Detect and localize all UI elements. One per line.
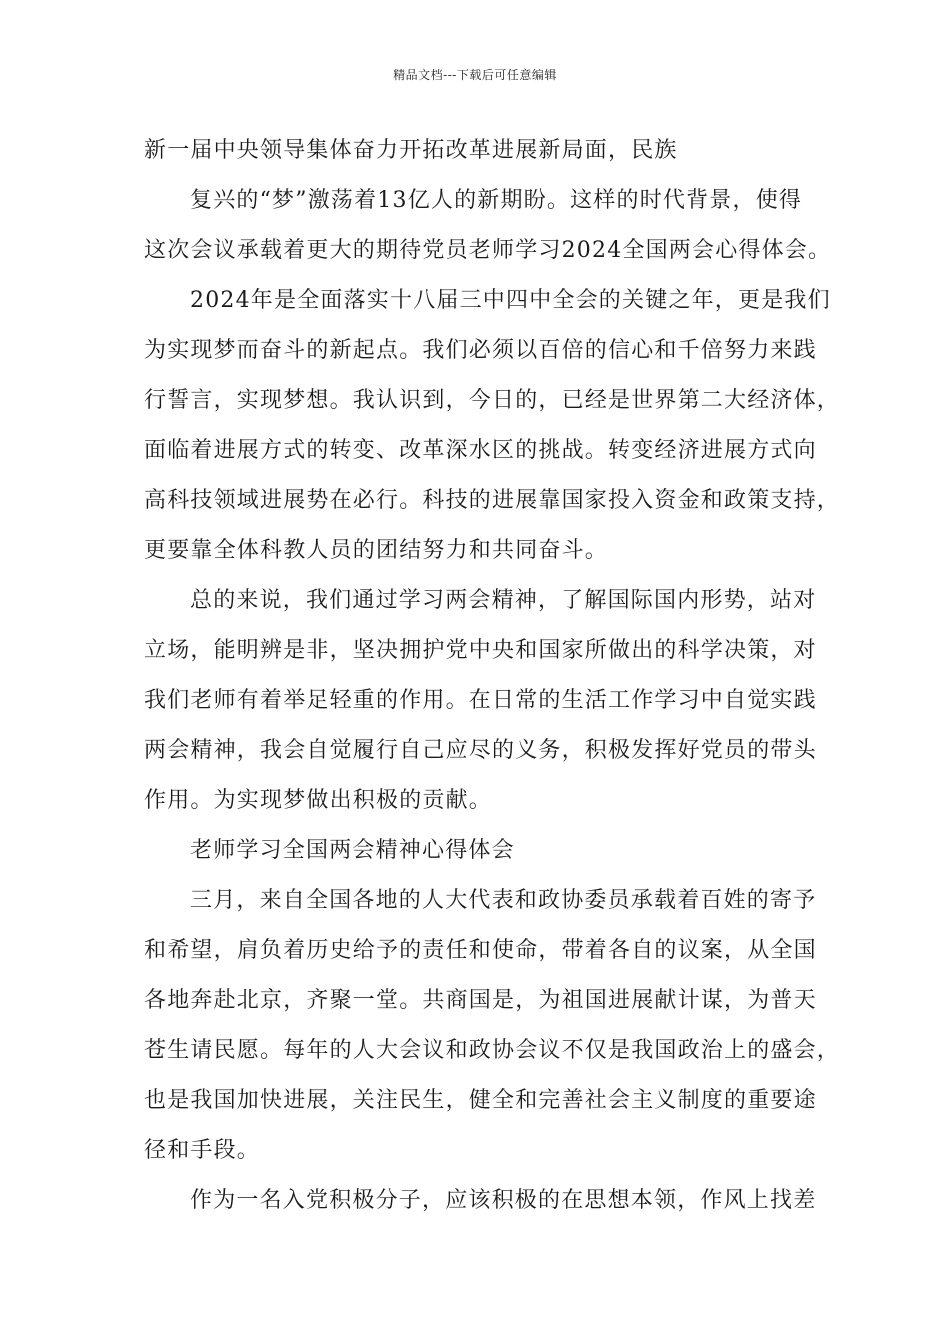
text-line: 这次会议承载着更大的期待党员老师学习2024全国两会心得体会。 (144, 238, 832, 263)
text-line: 苍生请民愿。每年的人大会议和政协会议不仅是我国政治上的盛会， (144, 1038, 841, 1063)
text-line: 更要靠全体科教人员的团结努力和共同奋斗。 (144, 538, 609, 563)
text-line: 2024年是全面落实十八届三中四中全会的关键之年，更是我们 (190, 288, 831, 313)
text-line: 新一届中央领导集体奋力开拓改革进展新局面，民族 (144, 138, 678, 163)
text-line: 高科技领域进展势在必行。科技的进展靠国家投入资金和政策支持， (144, 488, 841, 513)
text-line: 复兴的“梦”激荡着13亿人的新期盼。这样的时代背景，使得 (190, 188, 803, 213)
text-line: 两会精神，我会自觉履行自己应尽的义务，积极发挥好党员的带头 (144, 738, 817, 763)
text-line: 径和手段。 (144, 1138, 261, 1163)
text-line: 立场，能明辨是非，坚决拥护党中央和国家所做出的科学决策，对 (144, 638, 817, 663)
text-line: 三月，来自全国各地的人大代表和政协委员承载着百姓的寄予 (190, 888, 817, 913)
text-line: 我们老师有着举足轻重的作用。在日常的生活工作学习中自觉实践 (144, 688, 817, 713)
text-line: 作为一名入党积极分子，应该积极的在思想本领，作风上找差 (190, 1188, 817, 1213)
text-line: 作用。为实现梦做出积极的贡献。 (144, 788, 493, 813)
text-line: 行誓言，实现梦想。我认识到，今日的，已经是世界第二大经济体， (144, 388, 841, 413)
text-line: 总的来说，我们通过学习两会精神，了解国际国内形势，站对 (190, 588, 817, 613)
section-title: 老师学习全国两会精神心得体会 (190, 838, 515, 863)
text-line: 面临着进展方式的转变、改革深水区的挑战。转变经济进展方式向 (144, 438, 817, 463)
text-line: 各地奔赴北京，齐聚一堂。共商国是，为祖国进展献计谋，为普天 (144, 988, 817, 1013)
text-line: 也是我国加快进展，关注民生，健全和完善社会主义制度的重要途 (144, 1088, 817, 1113)
text-line: 为实现梦而奋斗的新起点。我们必须以百倍的信心和千倍努力来践 (144, 338, 817, 363)
page-header: 精品文档---下载后可任意编辑 (393, 68, 557, 82)
text-line: 和希望，肩负着历史给予的责任和使命，带着各自的议案，从全国 (144, 938, 817, 963)
